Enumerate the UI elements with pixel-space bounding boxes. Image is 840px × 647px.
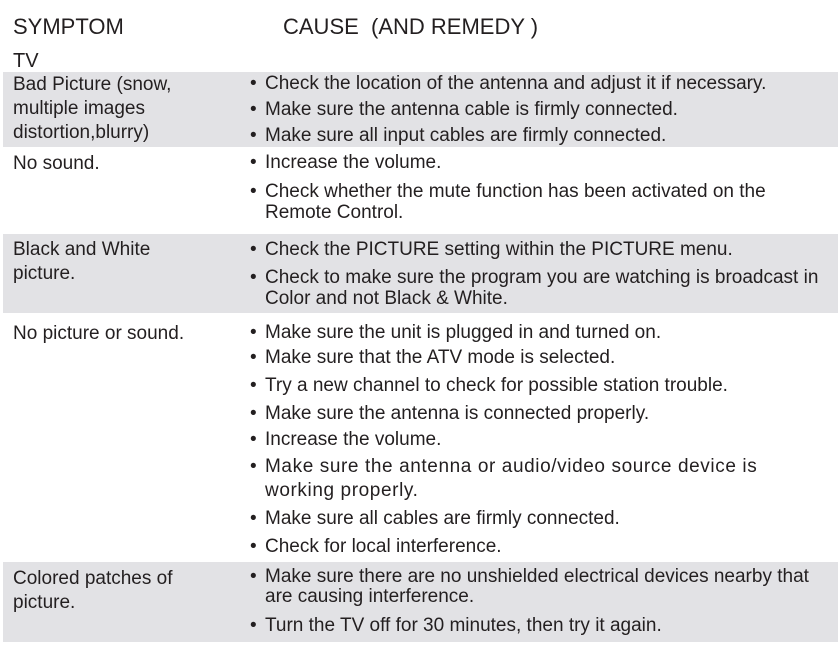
bullet-icon: •: [250, 181, 257, 202]
remedy-item: • Make sure the antenna or audio/video source device is working properly.: [250, 456, 758, 501]
bullet-icon: •: [250, 267, 257, 288]
remedy-item: • Check whether the mute function has been activated on the Remote Control.: [250, 181, 766, 223]
symptom-cell: Black and White picture.: [13, 239, 151, 284]
bullet-icon: •: [250, 347, 257, 368]
remedy-item: • Make sure the unit is plugged in and turned on.: [250, 322, 662, 343]
remedy-item: • Make sure all input cables are firmly connected.: [250, 125, 667, 146]
symptom-column-header: SYMPTOM: [13, 14, 124, 39]
remedy-item: • Check the location of the antenna and adjust it if necessary.: [250, 73, 767, 94]
bullet-icon: •: [250, 125, 257, 146]
symptom-cell: Colored patches of picture.: [13, 568, 173, 613]
bullet-icon: •: [250, 615, 257, 636]
symptom-cell: Bad Picture (snow, multiple images distortion,blurry): [13, 74, 172, 143]
bullet-icon: •: [250, 508, 257, 529]
bullet-icon: •: [250, 239, 257, 260]
bullet-icon: •: [250, 152, 257, 173]
remedy-list: [250, 73, 835, 146]
bullet-icon: •: [250, 456, 258, 477]
cause-column-header: CAUSE (AND REMEDY ): [283, 14, 539, 39]
remedy-item: • Make sure there are no unshielded electrical devices nearby that are causing interference.: [250, 566, 809, 607]
bullet-icon: •: [250, 429, 257, 450]
symptom-cell: No sound.: [13, 153, 100, 174]
remedy-list: [250, 239, 835, 309]
bullet-icon: •: [250, 566, 257, 587]
remedy-item: • Turn the TV off for 30 minutes, then try it again.: [250, 615, 662, 636]
remedy-list: [250, 152, 835, 223]
bullet-icon: •: [250, 403, 257, 424]
bullet-icon: •: [250, 322, 257, 343]
bullet-icon: •: [250, 536, 257, 557]
symptom-cell: No picture or sound.: [13, 323, 185, 344]
section-title: TV: [13, 50, 39, 72]
remedy-item: • Check to make sure the program you are watching is broadcast in Color and not Black & White.: [250, 267, 819, 309]
remedy-item: • Make sure all cables are firmly connected.: [250, 508, 620, 529]
remedy-item: • Make sure the antenna is connected properly.: [250, 403, 650, 424]
bullet-icon: •: [250, 73, 257, 94]
remedy-item: • Increase the volume.: [250, 152, 442, 173]
remedy-item: • Make sure the antenna cable is firmly connected.: [250, 99, 678, 120]
remedy-item: • Increase the volume.: [250, 429, 442, 450]
remedy-item: • Try a new channel to check for possible station trouble.: [250, 375, 728, 396]
bullet-icon: •: [250, 375, 257, 396]
remedy-list: [250, 567, 815, 636]
remedy-item: • Make sure that the ATV mode is selected.: [250, 347, 616, 368]
remedy-item: • Check for local interference.: [250, 536, 502, 557]
remedy-list: [250, 322, 790, 557]
remedy-item: • Check the PICTURE setting within the PICTURE menu.: [250, 239, 733, 260]
bullet-icon: •: [250, 99, 257, 120]
